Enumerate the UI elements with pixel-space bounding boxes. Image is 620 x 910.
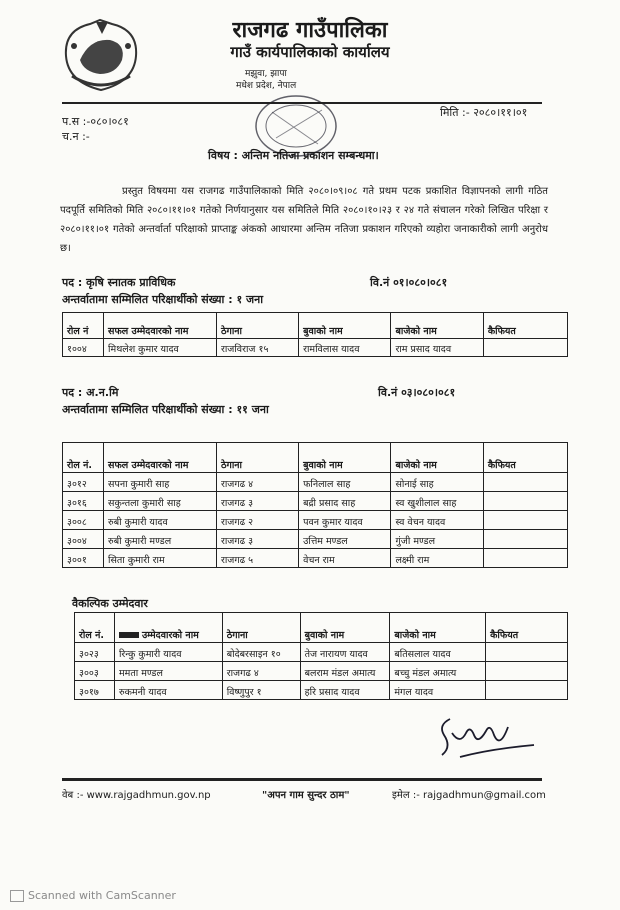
cell-remarks — [486, 681, 568, 700]
alternate-candidates-heading: वैकल्पिक उम्मेदवार — [72, 597, 148, 610]
cell-name: सकुन्तला कुमारी साह — [104, 492, 217, 511]
col-address: ठेगाना — [216, 313, 298, 339]
cell-remarks — [483, 473, 567, 492]
address-line-1: मझुवा, झापा — [245, 69, 287, 79]
cell-name: मिथलेश कुमार यादव — [104, 339, 217, 357]
dispatch-number: च.न :- — [62, 130, 90, 143]
cell-address: राजगढ २ — [216, 511, 298, 530]
col-roll: रोल नं — [63, 313, 104, 339]
cell-grandfather: मंगल यादव — [390, 681, 486, 700]
cell-roll: ३०१६ — [63, 492, 104, 511]
municipality-title: राजगढ गाउँपालिका — [232, 18, 388, 43]
cell-name: सिता कुमारी राम — [104, 549, 217, 568]
col-father: बुवाको नाम — [299, 313, 391, 339]
col-name: सफल उम्मेदवारको नाम — [104, 313, 217, 339]
cell-roll: ३००४ — [63, 530, 104, 549]
camscanner-icon — [10, 890, 24, 902]
cell-roll: ३००३ — [75, 662, 115, 681]
cell-roll: ३००८ — [63, 511, 104, 530]
table-row — [63, 530, 568, 549]
cell-address: राजविराज १५ — [216, 339, 298, 357]
cell-remarks — [483, 492, 567, 511]
signature — [430, 705, 540, 765]
cell-roll: १००४ — [63, 339, 104, 357]
table-row — [63, 473, 568, 492]
cell-grandfather: गुंजी मण्डल — [391, 530, 483, 549]
cell-grandfather: स्व खुशीलाल साह — [391, 492, 483, 511]
candidate-count-1: अन्तर्वातामा सम्मिलित परिक्षार्थीको संख्या : १ जना — [62, 293, 264, 306]
cell-father: रामविलास यादव — [299, 339, 391, 357]
table-row — [75, 643, 568, 662]
cell-address: बोदेबरसाइन १० — [222, 643, 300, 662]
cell-address: राजगढ ३ — [216, 492, 298, 511]
cell-name: रिन्कु कुमारी यादव — [114, 643, 222, 662]
footer-website: वेब :- www.rajgadhmun.gov.np — [62, 790, 211, 801]
cell-remarks — [486, 643, 568, 662]
cell-grandfather: स्व वेचन यादव — [391, 511, 483, 530]
cell-father: हरि प्रसाद यादव — [300, 681, 390, 700]
footer-slogan: "अपन गाम सुन्दर ठाम" — [262, 790, 350, 801]
cell-father: वेचन राम — [299, 549, 391, 568]
table-header-row — [75, 613, 568, 643]
col-name: सफल उम्मेदवारको नाम — [104, 443, 217, 473]
cell-address: राजगढ ४ — [222, 662, 300, 681]
table-row — [75, 681, 568, 700]
cell-grandfather: बच्चु मंडल अमात्य — [390, 662, 486, 681]
cell-remarks — [483, 549, 567, 568]
office-subtitle: गाउँ कार्यपालिकाको कार्यालय — [230, 43, 390, 61]
footer-email: इमेल :- rajgadhmun@gmail.com — [392, 790, 546, 801]
cell-address: विष्णुपुर १ — [222, 681, 300, 700]
ad-number-1: वि.नं ०१।०८०।०८१ — [370, 276, 448, 289]
nepal-emblem-icon — [60, 16, 142, 94]
cell-father: तेज नारायण यादव — [300, 643, 390, 662]
cell-roll: ३०२३ — [75, 643, 115, 662]
scanner-watermark: Scanned with CamScanner — [10, 889, 176, 902]
alternate-table — [74, 612, 568, 700]
col-address: ठेगाना — [222, 613, 300, 643]
table-header-row — [63, 443, 568, 473]
cell-name: रुबी कुमारी यादव — [104, 511, 217, 530]
col-father: बुवाको नाम — [300, 613, 390, 643]
cell-roll: ३०१७ — [75, 681, 115, 700]
table-row — [63, 511, 568, 530]
table-row — [75, 662, 568, 681]
table-row — [63, 492, 568, 511]
cell-father: उत्तिम मण्डल — [299, 530, 391, 549]
cell-remarks — [486, 662, 568, 681]
results-table-1 — [62, 312, 568, 357]
cell-remarks — [483, 530, 567, 549]
table-row — [63, 549, 568, 568]
cell-father: बलराम मंडल अमात्य — [300, 662, 390, 681]
cell-name: ममता मण्डल — [114, 662, 222, 681]
cell-father: पवन कुमार यादव — [299, 511, 391, 530]
header-divider — [62, 102, 542, 104]
cell-name: रुबी कुमारी मण्डल — [104, 530, 217, 549]
cell-grandfather: बतिसलाल यादव — [390, 643, 486, 662]
address-line-2: मधेश प्रदेश, नेपाल — [236, 81, 297, 91]
col-address: ठेगाना — [216, 443, 298, 473]
col-father: बुवाको नाम — [299, 443, 391, 473]
cell-roll: ३००१ — [63, 549, 104, 568]
cell-father: बद्री प्रसाद साह — [299, 492, 391, 511]
col-grandfather: बाजेको नाम — [390, 613, 486, 643]
candidate-count-2: अन्तर्वातामा सम्मिलित परिक्षार्थीको संख्या : ११ जना — [62, 403, 269, 416]
footer-divider — [62, 778, 542, 781]
col-remarks: कैफियत — [483, 313, 567, 339]
body-paragraph: प्रस्तुत विषयमा यस राजगढ गाउँपालिकाको मिति २०८०।०९।०८ गते प्रथम पटक प्रकाशित विज्ञापनको लागी गठित पदपूर्ति समितिको मिति २०८०।११।०१ गतेको निर्णयानुसार यस समितिले मिति २०८०।१०।२३ र २४ गते संचालन गरेको लिखित परिक्षा र २०८०।११।०१ गतेको अन्तर्वार्ता परिक्षाको प्राप्ताङ्क अंकको आधारमा अन्तिम नतिजा प्रकाशन गरिएको व्यहोरा जनाकारीको लागी अनुरोध छ। — [60, 186, 548, 254]
reference-number: प.स :-०८०।०८१ — [62, 115, 129, 128]
subject-line: विषय : अन्तिम नतिजा प्रकाशन सम्बन्धमा। — [208, 149, 379, 162]
cell-grandfather: लक्ष्मी राम — [391, 549, 483, 568]
col-roll: रोल नं. — [75, 613, 115, 643]
ad-number-2: वि.नं ०३।०८०।०८१ — [378, 386, 456, 399]
cell-remarks — [483, 339, 567, 357]
table-header-row — [63, 313, 568, 339]
cell-remarks — [483, 511, 567, 530]
col-grandfather: बाजेको नाम — [391, 443, 483, 473]
table-row — [63, 339, 568, 357]
col-remarks: कैफियत — [486, 613, 568, 643]
cell-address: राजगढ ३ — [216, 530, 298, 549]
cell-address: राजगढ ४ — [216, 473, 298, 492]
cell-grandfather: सोनाई साह — [391, 473, 483, 492]
col-name: उम्मेदवारको नाम — [114, 613, 222, 643]
cell-roll: ३०१२ — [63, 473, 104, 492]
results-table-2 — [62, 442, 568, 568]
cell-grandfather: राम प्रसाद यादव — [391, 339, 483, 357]
cell-name: सपना कुमारी साह — [104, 473, 217, 492]
cell-name: रुकमनी यादव — [114, 681, 222, 700]
col-remarks: कैफियत — [483, 443, 567, 473]
col-roll: रोल नं. — [63, 443, 104, 473]
post-title-1: पद : कृषि स्नातक प्राविधिक — [62, 276, 176, 289]
col-grandfather: बाजेको नाम — [391, 313, 483, 339]
redaction-mark — [119, 632, 139, 638]
cell-father: फनिलाल साह — [299, 473, 391, 492]
cell-address: राजगढ ५ — [216, 549, 298, 568]
post-title-2: पद : अ.न.मि — [62, 386, 119, 399]
letter-date: मिति :- २०८०।११।०१ — [440, 106, 528, 119]
